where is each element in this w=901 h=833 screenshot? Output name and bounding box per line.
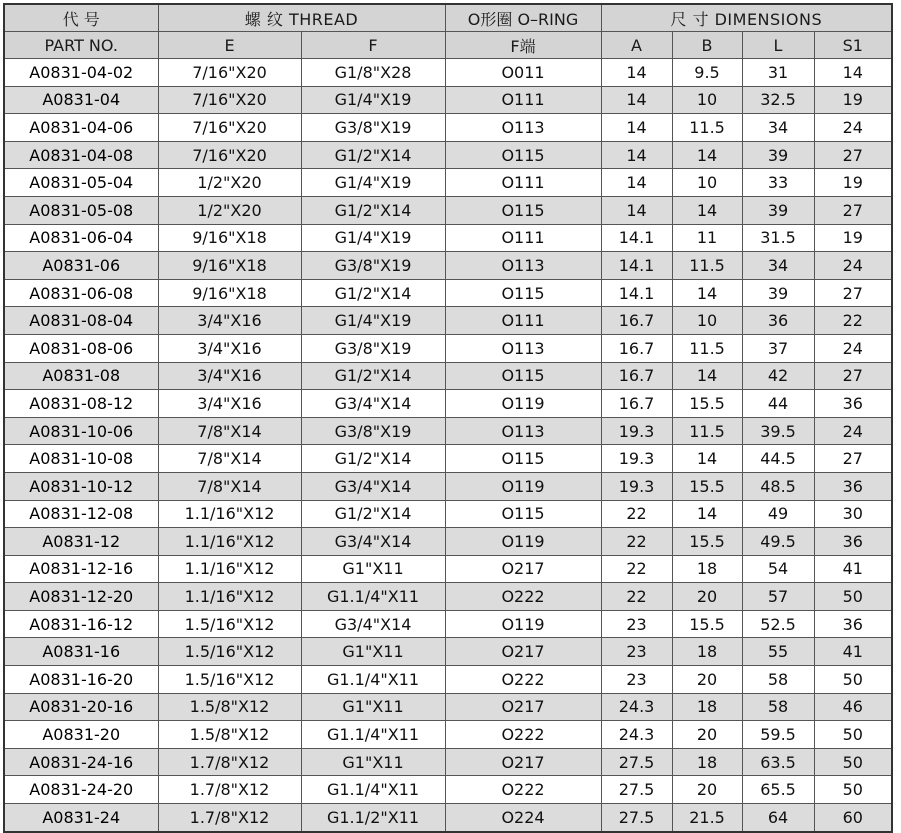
part-number-cell: A0831-16 [4,638,158,666]
dimension-l-cell: 48.5 [742,472,814,500]
part-number-cell: A0831-08 [4,362,158,390]
dimension-a-cell: 14 [601,169,672,197]
oring-cell: O115 [445,141,601,169]
dimension-l-cell: 34 [742,252,814,280]
dimension-s1-cell: 24 [814,417,892,445]
dimension-s1-cell: 50 [814,721,892,749]
table-row [4,693,892,721]
oring-cell: O217 [445,638,601,666]
dimension-a-cell: 27.5 [601,748,672,776]
dimension-b-cell: 10 [672,169,742,197]
table-row [4,776,892,804]
dimension-s1-cell: 27 [814,279,892,307]
thread-e-cell: 3/4"X16 [158,390,301,418]
table-row [4,666,892,694]
dimension-s1-cell: 22 [814,307,892,335]
dimension-s1-cell: 36 [814,472,892,500]
thread-f-cell: G1/4"X19 [301,307,445,335]
thread-e-cell: 7/16"X20 [158,59,301,87]
part-number-cell: A0831-04 [4,86,158,114]
table-row [4,59,892,87]
dimension-l-cell: 31 [742,59,814,87]
thread-f-cell: G3/4"X14 [301,390,445,418]
thread-e-cell: 1.5/8"X12 [158,721,301,749]
dimension-b-cell: 18 [672,555,742,583]
oring-cell: O217 [445,693,601,721]
oring-cell: O111 [445,86,601,114]
dimension-s1-cell: 50 [814,583,892,611]
thread-e-cell: 1.7/8"X12 [158,804,301,832]
thread-f-cell: G1.1/4"X11 [301,776,445,804]
dimension-b-cell: 20 [672,776,742,804]
table-row [4,86,892,114]
oring-cell: O217 [445,748,601,776]
table-row [4,141,892,169]
thread-e-cell: 1.1/16"X12 [158,555,301,583]
thread-e-cell: 1.5/16"X12 [158,610,301,638]
oring-group-header: O形圈 O–RING [445,4,601,32]
dimension-b-cell: 14 [672,279,742,307]
part-number-cell: A0831-04-02 [4,59,158,87]
table-row [4,748,892,776]
part-number-cell: A0831-08-06 [4,334,158,362]
table-row [4,721,892,749]
dimension-s1-cell: 36 [814,610,892,638]
dimension-a-cell: 27.5 [601,804,672,832]
dimension-a-cell: 14.1 [601,224,672,252]
thread-f-cell: G1/2"X14 [301,445,445,473]
table-row [4,445,892,473]
dimension-b-cell: 14 [672,196,742,224]
thread-e-cell: 1.7/8"X12 [158,748,301,776]
dimension-b-cell: 11.5 [672,334,742,362]
dimension-s1-cell: 30 [814,500,892,528]
dimension-b-cell: 9.5 [672,59,742,87]
table-body [4,59,892,832]
part-number-cell: A0831-05-04 [4,169,158,197]
dimension-l-cell: 52.5 [742,610,814,638]
dimension-s1-cell: 50 [814,666,892,694]
dimension-l-cell: 59.5 [742,721,814,749]
column-header-f-end: F端 [445,32,601,59]
part-no-header-en: PART NO. [4,32,158,59]
column-header-f: F [301,32,445,59]
dimension-a-cell: 14 [601,59,672,87]
oring-cell: O011 [445,59,601,87]
thread-f-cell: G3/4"X14 [301,472,445,500]
dimension-a-cell: 16.7 [601,334,672,362]
column-header-l: L [742,32,814,59]
dimension-a-cell: 27.5 [601,776,672,804]
oring-cell: O119 [445,390,601,418]
oring-cell: O222 [445,721,601,749]
part-number-cell: A0831-10-06 [4,417,158,445]
dimension-b-cell: 11.5 [672,114,742,142]
table-row [4,555,892,583]
dimension-b-cell: 11 [672,224,742,252]
oring-cell: O115 [445,445,601,473]
thread-f-cell: G3/4"X14 [301,610,445,638]
dimension-l-cell: 31.5 [742,224,814,252]
dimension-a-cell: 23 [601,638,672,666]
dimension-a-cell: 19.3 [601,445,672,473]
thread-e-cell: 9/16"X18 [158,252,301,280]
table-row [4,334,892,362]
oring-cell: O111 [445,169,601,197]
thread-e-cell: 1/2"X20 [158,169,301,197]
part-number-cell: A0831-12-16 [4,555,158,583]
part-number-cell: A0831-16-20 [4,666,158,694]
dimension-l-cell: 37 [742,334,814,362]
part-number-cell: A0831-04-08 [4,141,158,169]
thread-e-cell: 3/4"X16 [158,307,301,335]
dimension-b-cell: 20 [672,583,742,611]
dimension-l-cell: 54 [742,555,814,583]
column-header-e: E [158,32,301,59]
oring-cell: O113 [445,417,601,445]
thread-f-cell: G1/4"X19 [301,169,445,197]
dimension-l-cell: 39 [742,279,814,307]
oring-cell: O224 [445,804,601,832]
dimension-s1-cell: 19 [814,169,892,197]
oring-cell: O119 [445,610,601,638]
dimension-l-cell: 39.5 [742,417,814,445]
table-row [4,500,892,528]
dimension-l-cell: 39 [742,141,814,169]
dimension-l-cell: 64 [742,804,814,832]
thread-e-cell: 7/16"X20 [158,141,301,169]
part-number-cell: A0831-16-12 [4,610,158,638]
dimension-b-cell: 20 [672,721,742,749]
dimension-a-cell: 16.7 [601,362,672,390]
thread-e-cell: 1.5/8"X12 [158,693,301,721]
thread-f-cell: G3/8"X19 [301,417,445,445]
table-row [4,196,892,224]
thread-f-cell: G1/2"X14 [301,500,445,528]
dimension-a-cell: 23 [601,666,672,694]
dimension-a-cell: 14 [601,86,672,114]
oring-cell: O111 [445,307,601,335]
dimension-s1-cell: 36 [814,528,892,556]
dimension-a-cell: 14.1 [601,252,672,280]
dimension-s1-cell: 24 [814,114,892,142]
part-number-cell: A0831-20-16 [4,693,158,721]
dimension-s1-cell: 46 [814,693,892,721]
thread-f-cell: G1"X11 [301,748,445,776]
part-number-cell: A0831-05-08 [4,196,158,224]
part-number-cell: A0831-06-04 [4,224,158,252]
oring-cell: O115 [445,500,601,528]
dimension-a-cell: 23 [601,610,672,638]
dimension-l-cell: 36 [742,307,814,335]
dimension-b-cell: 14 [672,445,742,473]
dimension-l-cell: 33 [742,169,814,197]
part-number-cell: A0831-06-08 [4,279,158,307]
dimension-b-cell: 10 [672,307,742,335]
thread-f-cell: G1/2"X14 [301,279,445,307]
part-number-cell: A0831-08-04 [4,307,158,335]
dimension-l-cell: 58 [742,666,814,694]
part-number-cell: A0831-12 [4,528,158,556]
dimension-s1-cell: 14 [814,59,892,87]
oring-cell: O222 [445,666,601,694]
oring-cell: O222 [445,583,601,611]
header-row-columns [4,32,892,59]
dimension-s1-cell: 24 [814,334,892,362]
dimension-b-cell: 11.5 [672,252,742,280]
thread-e-cell: 7/8"X14 [158,472,301,500]
thread-e-cell: 7/8"X14 [158,417,301,445]
part-number-cell: A0831-12-20 [4,583,158,611]
dimensions-group-header: 尺 寸 DIMENSIONS [601,4,892,32]
thread-e-cell: 1.1/16"X12 [158,528,301,556]
column-header-s1: S1 [814,32,892,59]
spec-table [3,3,893,833]
table-row [4,804,892,832]
oring-cell: O113 [445,114,601,142]
table-row [4,472,892,500]
part-number-cell: A0831-24-20 [4,776,158,804]
table-row [4,362,892,390]
dimension-l-cell: 32.5 [742,86,814,114]
dimension-b-cell: 18 [672,748,742,776]
oring-cell: O115 [445,362,601,390]
dimension-a-cell: 14 [601,196,672,224]
dimension-b-cell: 11.5 [672,417,742,445]
thread-e-cell: 1.7/8"X12 [158,776,301,804]
oring-cell: O113 [445,334,601,362]
dimension-s1-cell: 24 [814,252,892,280]
dimension-a-cell: 14 [601,141,672,169]
thread-f-cell: G1/8"X28 [301,59,445,87]
dimension-a-cell: 14.1 [601,279,672,307]
dimension-l-cell: 44 [742,390,814,418]
thread-e-cell: 3/4"X16 [158,362,301,390]
dimension-l-cell: 49.5 [742,528,814,556]
oring-cell: O111 [445,224,601,252]
dimension-a-cell: 19.3 [601,472,672,500]
dimension-l-cell: 58 [742,693,814,721]
part-number-cell: A0831-24-16 [4,748,158,776]
dimension-a-cell: 14 [601,114,672,142]
dimension-b-cell: 15.5 [672,472,742,500]
part-no-header-cn: 代 号 [4,4,158,32]
dimension-s1-cell: 41 [814,555,892,583]
thread-e-cell: 1.1/16"X12 [158,500,301,528]
dimension-l-cell: 44.5 [742,445,814,473]
part-number-cell: A0831-10-08 [4,445,158,473]
oring-cell: O217 [445,555,601,583]
dimension-s1-cell: 36 [814,390,892,418]
dimension-s1-cell: 50 [814,776,892,804]
thread-f-cell: G1.1/4"X11 [301,583,445,611]
thread-e-cell: 9/16"X18 [158,224,301,252]
thread-e-cell: 1.5/16"X12 [158,638,301,666]
table-row [4,528,892,556]
dimension-b-cell: 15.5 [672,610,742,638]
thread-f-cell: G3/8"X19 [301,252,445,280]
dimension-s1-cell: 19 [814,86,892,114]
dimension-s1-cell: 19 [814,224,892,252]
dimension-b-cell: 21.5 [672,804,742,832]
dimension-l-cell: 65.5 [742,776,814,804]
thread-f-cell: G1"X11 [301,555,445,583]
table-row [4,114,892,142]
dimension-b-cell: 14 [672,500,742,528]
dimension-s1-cell: 60 [814,804,892,832]
thread-f-cell: G1.1/4"X11 [301,721,445,749]
dimension-a-cell: 22 [601,583,672,611]
dimension-b-cell: 15.5 [672,528,742,556]
dimension-b-cell: 10 [672,86,742,114]
dimension-s1-cell: 27 [814,362,892,390]
thread-f-cell: G1/2"X14 [301,362,445,390]
dimension-b-cell: 18 [672,638,742,666]
column-header-b: B [672,32,742,59]
thread-e-cell: 7/16"X20 [158,114,301,142]
dimension-l-cell: 63.5 [742,748,814,776]
oring-cell: O119 [445,528,601,556]
table-row [4,224,892,252]
dimension-b-cell: 18 [672,693,742,721]
part-number-cell: A0831-24 [4,804,158,832]
thread-f-cell: G1.1/4"X11 [301,666,445,694]
thread-f-cell: G1"X11 [301,638,445,666]
table-row [4,610,892,638]
table-row [4,390,892,418]
thread-group-header: 螺 纹 THREAD [158,4,445,32]
part-number-cell: A0831-20 [4,721,158,749]
part-number-cell: A0831-12-08 [4,500,158,528]
table-row [4,307,892,335]
dimension-s1-cell: 50 [814,748,892,776]
table-row [4,417,892,445]
column-header-a: A [601,32,672,59]
thread-e-cell: 1/2"X20 [158,196,301,224]
table-row [4,252,892,280]
dimension-l-cell: 42 [742,362,814,390]
thread-e-cell: 1.1/16"X12 [158,583,301,611]
dimension-b-cell: 14 [672,141,742,169]
thread-e-cell: 7/8"X14 [158,445,301,473]
thread-f-cell: G1/2"X14 [301,141,445,169]
dimension-a-cell: 16.7 [601,390,672,418]
thread-f-cell: G1.1/2"X11 [301,804,445,832]
thread-e-cell: 3/4"X16 [158,334,301,362]
oring-cell: O115 [445,279,601,307]
oring-cell: O113 [445,252,601,280]
dimension-s1-cell: 27 [814,141,892,169]
part-number-cell: A0831-06 [4,252,158,280]
dimension-s1-cell: 27 [814,445,892,473]
dimension-l-cell: 49 [742,500,814,528]
dimension-l-cell: 55 [742,638,814,666]
dimension-a-cell: 22 [601,555,672,583]
thread-f-cell: G1/4"X19 [301,86,445,114]
thread-f-cell: G1/2"X14 [301,196,445,224]
thread-e-cell: 7/16"X20 [158,86,301,114]
dimension-s1-cell: 41 [814,638,892,666]
dimension-b-cell: 20 [672,666,742,694]
thread-f-cell: G1/4"X19 [301,224,445,252]
dimension-a-cell: 22 [601,528,672,556]
dimension-b-cell: 15.5 [672,390,742,418]
dimension-a-cell: 19.3 [601,417,672,445]
thread-e-cell: 1.5/16"X12 [158,666,301,694]
dimension-s1-cell: 27 [814,196,892,224]
oring-cell: O222 [445,776,601,804]
dimension-a-cell: 24.3 [601,721,672,749]
thread-f-cell: G3/8"X19 [301,334,445,362]
oring-cell: O115 [445,196,601,224]
thread-f-cell: G1"X11 [301,693,445,721]
part-number-cell: A0831-04-06 [4,114,158,142]
dimension-l-cell: 39 [742,196,814,224]
table-row [4,583,892,611]
dimension-b-cell: 14 [672,362,742,390]
dimension-l-cell: 34 [742,114,814,142]
table-header [4,4,892,59]
part-number-cell: A0831-10-12 [4,472,158,500]
part-number-cell: A0831-08-12 [4,390,158,418]
dimension-a-cell: 22 [601,500,672,528]
table-row [4,638,892,666]
dimension-a-cell: 16.7 [601,307,672,335]
dimension-a-cell: 24.3 [601,693,672,721]
dimension-l-cell: 57 [742,583,814,611]
oring-cell: O119 [445,472,601,500]
thread-f-cell: G3/4"X14 [301,528,445,556]
thread-e-cell: 9/16"X18 [158,279,301,307]
header-row-groups [4,4,892,32]
table-row [4,169,892,197]
thread-f-cell: G3/8"X19 [301,114,445,142]
table-row [4,279,892,307]
